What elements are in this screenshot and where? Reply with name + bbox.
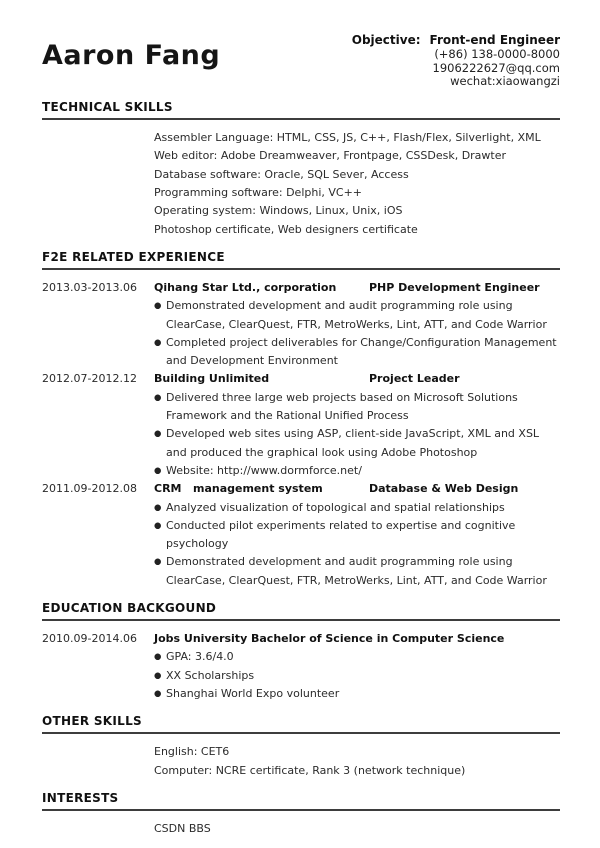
text-line: Computer: NCRE certificate, Rank 3 (network technique)	[154, 763, 466, 777]
bullet-item: ● Website: http://www.dormforce.net/	[154, 462, 560, 480]
candidate-name: Aaron Fang	[42, 40, 221, 71]
organization-name: CRM management system	[154, 482, 323, 496]
resume-entry	[42, 480, 560, 590]
other-skills-list	[154, 743, 560, 780]
section-divider	[42, 809, 560, 811]
text-line: CSDN BBS	[154, 821, 211, 835]
section-title: TECHNICAL SKILLS	[42, 100, 173, 115]
section-divider	[42, 118, 560, 120]
date-range: 2011.09-2012.08	[42, 482, 137, 496]
date-range: 2013.03-2013.06	[42, 280, 137, 294]
text-line: Assembler Language: HTML, CSS, JS, C++, Flash/Flex, Silverlight, XML	[154, 131, 541, 145]
organization-name: Building Unlimited	[154, 372, 270, 386]
text-line: Web editor: Adobe Dreamweaver, Frontpage, CSSDesk, Drawter	[154, 149, 507, 163]
section-experience	[42, 250, 560, 590]
date-range: 2012.07-2012.12	[42, 372, 137, 386]
role-title: Database & Web Design	[369, 482, 519, 496]
entry-content	[154, 370, 560, 480]
entry-content	[154, 480, 560, 590]
bullet-item: ● Analyzed visualization of topological and spatial relationships	[154, 499, 560, 517]
education-list	[42, 630, 560, 703]
section-title: INTERESTS	[42, 790, 119, 805]
role-title: Project Leader	[369, 372, 460, 386]
bullet-item: ● Completed project deliverables for Change/Configuration Management and Development Environment	[154, 334, 560, 371]
wechat-id: wechat:xiaowangzi	[450, 74, 560, 89]
section-title: EDUCATION BACKGOUND	[42, 601, 217, 616]
organization-name: Jobs University	[154, 632, 248, 646]
section-title: F2E RELATED EXPERIENCE	[42, 249, 225, 264]
email-address: 1906222627@qq.com	[432, 60, 560, 75]
date-range: 2010.09-2014.06	[42, 632, 137, 646]
bullet-item: ● GPA: 3.6/4.0	[154, 648, 560, 666]
entry-heading	[154, 279, 560, 297]
interests-list	[154, 820, 560, 838]
section-divider	[42, 268, 560, 270]
entry-heading	[154, 480, 560, 498]
text-line: Programming software: Delphi, VC++	[154, 186, 363, 200]
organization-name: Qihang Star Ltd., corporation	[154, 280, 337, 294]
objective-line	[352, 34, 560, 48]
text-line: English: CET6	[154, 745, 230, 759]
bullet-item: ● Demonstrated development and audit programming role using ClearCase, ClearQuest, FTR, MetroWerks, Lint, ATT, and Code Warrior	[154, 297, 560, 334]
entry-content	[154, 279, 560, 370]
role-title: PHP Development Engineer	[369, 280, 540, 294]
bullet-item: ● Conducted pilot experiments related to expertise and cognitive psychology	[154, 517, 560, 554]
objective-label: Objective:	[351, 33, 421, 47]
bullet-item: ● Developed web sites using ASP, client-side JavaScript, XML and XSL and produced the graphical look using Adobe Photoshop	[154, 425, 560, 462]
text-line: Operating system: Windows, Linux, Unix, iOS	[154, 204, 403, 218]
section-divider	[42, 619, 560, 621]
skills-list	[154, 129, 560, 239]
text-line: Photoshop certificate, Web designers certificate	[154, 222, 418, 236]
section-other-skills	[42, 714, 560, 780]
bullet-item: ● XX Scholarships	[154, 667, 560, 685]
section-interests	[42, 791, 560, 838]
section-education	[42, 601, 560, 703]
role-title: Bachelor of Science in Computer Science	[251, 632, 505, 646]
entry-heading	[154, 370, 560, 388]
bullet-item: ● Shanghai World Expo volunteer	[154, 685, 560, 703]
resume-entry	[42, 370, 560, 480]
entry-heading	[154, 630, 560, 648]
section-technical-skills	[42, 100, 560, 239]
resume-entry	[42, 630, 560, 703]
phone-number: (+86) 138-0000-8000	[434, 46, 560, 61]
bullet-item: ● Delivered three large web projects based on Microsoft Solutions Framework and the Rational Unified Process	[154, 389, 560, 426]
text-line: Database software: Oracle, SQL Sever, Access	[154, 167, 409, 181]
resume-entry	[42, 279, 560, 370]
contact-block	[352, 34, 560, 89]
objective-value: Front-end Engineer	[429, 33, 560, 47]
section-divider	[42, 732, 560, 734]
section-title: OTHER SKILLS	[42, 714, 142, 729]
bullet-item: ● Demonstrated development and audit programming role using ClearCase, ClearQuest, FTR, MetroWerks, Lint, ATT, and Code Warrior	[154, 553, 560, 590]
entry-content	[154, 630, 560, 703]
resume-header	[42, 34, 560, 89]
experience-list	[42, 279, 560, 590]
